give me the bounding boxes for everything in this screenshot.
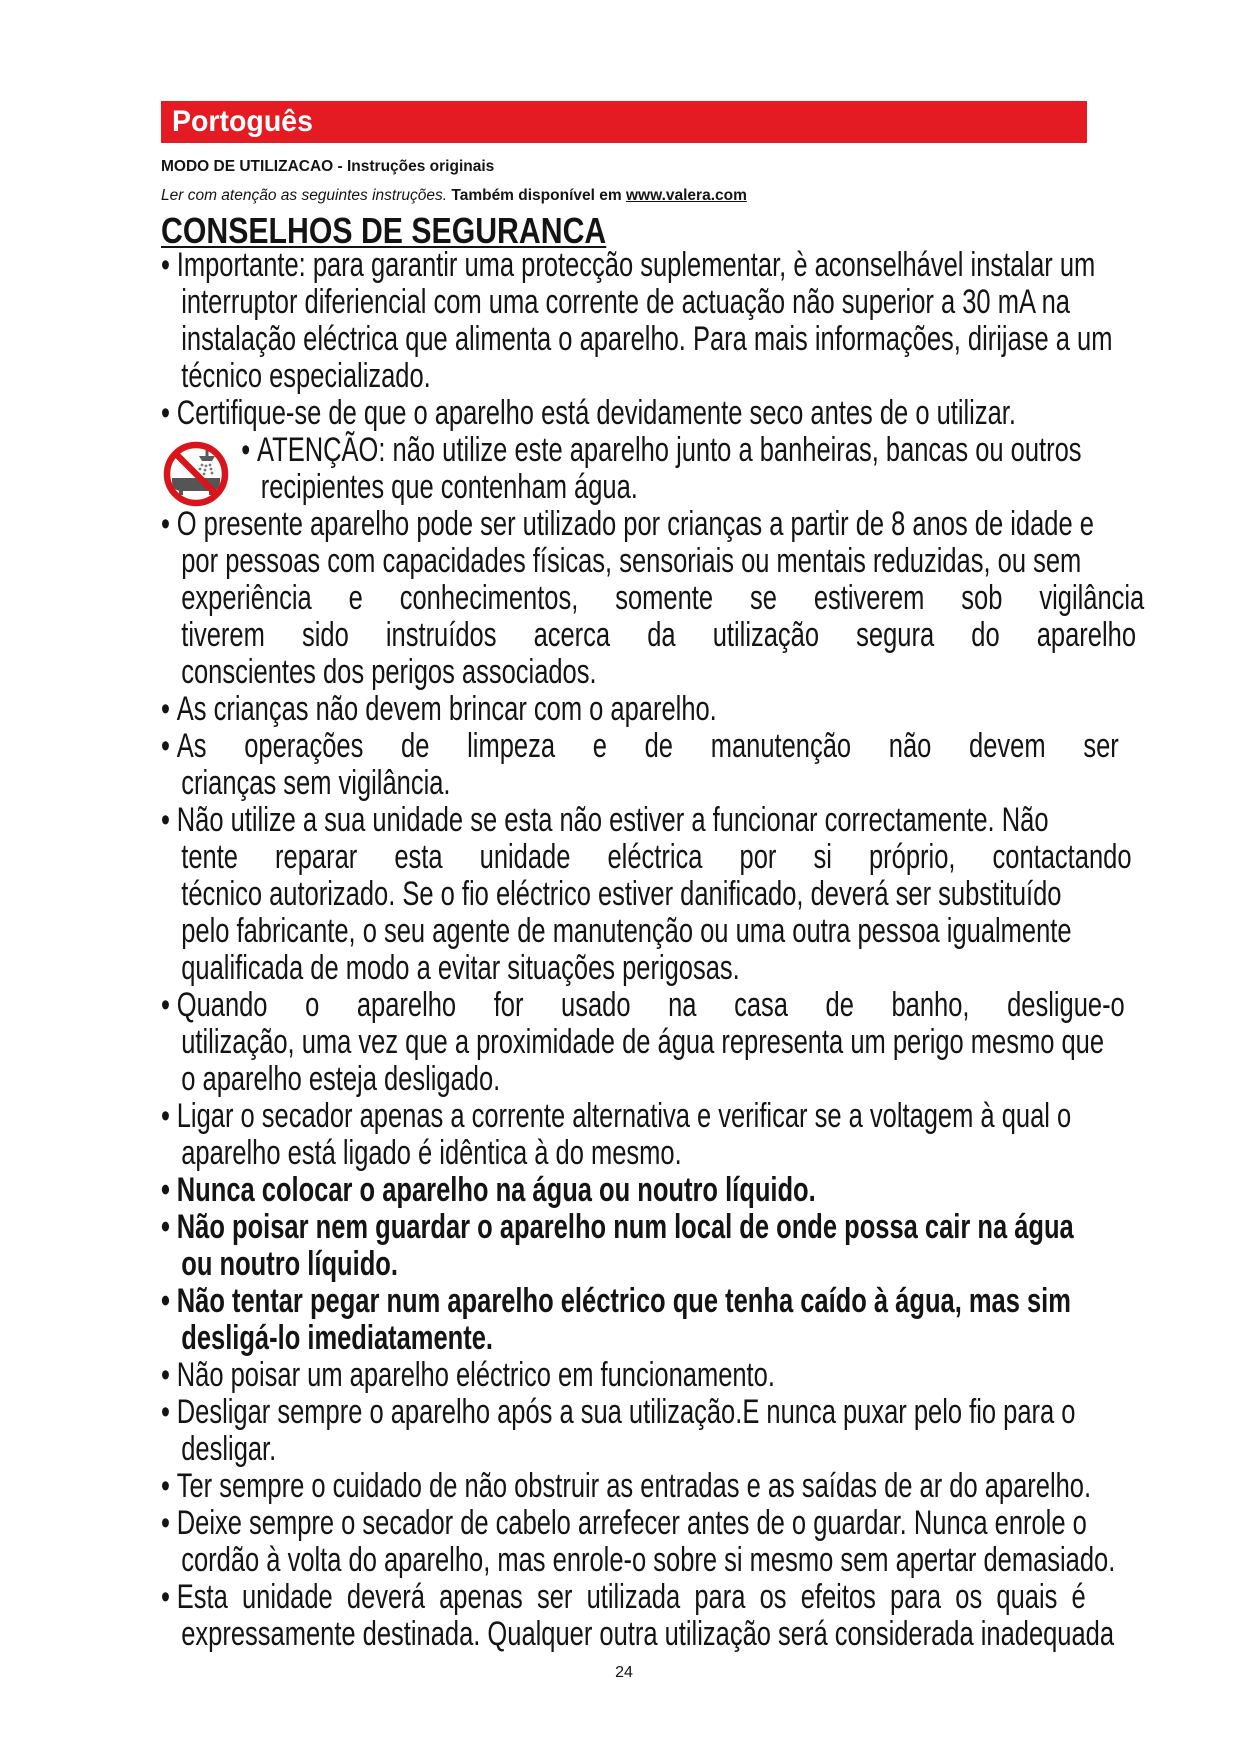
safety-item [161, 691, 1211, 728]
bullet: • [161, 1467, 170, 1505]
safety-item [161, 802, 1211, 987]
instruction-line: instalação eléctrica que alimenta o aparelho. Para mais informações, dirijase a um [181, 320, 1113, 358]
instruction-line [161, 432, 1211, 469]
instruction-line [161, 1357, 1211, 1394]
bullet: • [161, 727, 170, 765]
instruction-text: Quando o aparelho for usado na casa de banho, desligue-o [176, 986, 1125, 1024]
bullet: • [161, 394, 170, 432]
section-heading: CONSELHOS DE SEGURANCA [161, 210, 607, 251]
bullet: • [161, 1282, 170, 1320]
instruction-text: Certifique-se de que o aparelho está devidamente seco antes de o utilizar. [176, 394, 1016, 432]
safety-item-warning [161, 432, 1211, 506]
safety-item-emphasis [161, 1283, 1211, 1357]
instruction-line [161, 1283, 1211, 1320]
instruction-line: aparelho está ligado é idêntica à do mesmo. [181, 1134, 682, 1172]
bullet: • [161, 801, 170, 839]
instruction-line: crianças sem vigilância. [181, 764, 451, 802]
instruction-text: O presente aparelho pode ser utilizado por crianças a partir de 8 anos de idade e [176, 505, 1094, 543]
instruction-line: desligá-lo imediatamente. [181, 1319, 494, 1357]
bullet: • [161, 246, 170, 284]
instruction-text: Importante: para garantir uma protecção suplementar, è aconselhável instalar um [176, 246, 1096, 284]
instruction-line [161, 728, 1211, 765]
reading-note [161, 187, 747, 205]
bullet: • [161, 1504, 170, 1542]
safety-item [161, 395, 1211, 432]
instruction-line [161, 1172, 1211, 1209]
manual-subtitle: MODO DE UTILIZACAO - Instruções originais [161, 158, 495, 175]
safety-item-emphasis [161, 1209, 1211, 1283]
instruction-line: tente reparar esta unidade eléctrica por si próprio, contactando [181, 838, 1132, 876]
bullet: • [161, 505, 170, 543]
availability-text: Também disponível em [451, 187, 622, 204]
safety-item [161, 728, 1211, 802]
instruction-line: técnico especializado. [181, 357, 431, 395]
safety-item [161, 1579, 1211, 1653]
safety-item-emphasis [161, 1172, 1211, 1209]
instruction-text: As crianças não devem brincar com o aparelho. [176, 690, 717, 728]
instruction-line [161, 395, 1211, 432]
instruction-text: Nunca colocar o aparelho na água ou noutro líquido. [176, 1171, 816, 1209]
instruction-line: ou noutro líquido. [181, 1245, 398, 1283]
instruction-text: Desligar sempre o aparelho após a sua utilização.E nunca puxar pelo fio para o [176, 1393, 1076, 1431]
bullet: • [161, 1208, 170, 1246]
instruction-text: Não utilize a sua unidade se esta não estiver a funcionar correctamente. Não [176, 801, 1049, 839]
instruction-line: qualificada de modo a evitar situações perigosas. [181, 949, 740, 987]
instruction-line: recipientes que contenham água. [260, 468, 638, 506]
instruction-line [161, 691, 1211, 728]
instruction-line [161, 247, 1211, 284]
safety-item [161, 1505, 1211, 1579]
instruction-line [161, 1098, 1211, 1135]
instruction-text: Deixe sempre o secador de cabelo arrefecer antes de o guardar. Nunca enrole o [176, 1504, 1087, 1542]
instruction-line: por pessoas com capacidades físicas, sensoriais ou mentais reduzidas, ou sem [181, 542, 1082, 580]
instruction-text: Não poisar um aparelho eléctrico em funcionamento. [176, 1356, 775, 1394]
safety-instructions-list [161, 247, 1211, 1653]
instruction-text: As operações de limpeza e de manutenção não devem ser [176, 727, 1119, 765]
instruction-line [161, 1468, 1211, 1505]
safety-item [161, 987, 1211, 1098]
safety-item [161, 1357, 1211, 1394]
instruction-line [161, 1505, 1211, 1542]
instruction-line: tiverem sido instruídos acerca da utilização segura do aparelho [181, 616, 1136, 654]
instruction-line [161, 506, 1211, 543]
instruction-line: conscientes dos perigos associados. [181, 653, 597, 691]
instruction-text: ATENÇÃO: não utilize este aparelho junto a banheiras, bancas ou outros [257, 431, 1082, 469]
instruction-line: desligar. [181, 1430, 277, 1468]
instruction-line: pelo fabricante, o seu agente de manutenção ou uma outra pessoa igualmente [181, 912, 1072, 950]
language-banner [161, 101, 1087, 143]
instruction-line: cordão à volta do aparelho, mas enrole-o sobre si mesmo sem apertar demasiado. [181, 1541, 1116, 1579]
instruction-text: Não poisar nem guardar o aparelho num local de onde possa cair na água [176, 1208, 1074, 1246]
instruction-line [161, 802, 1211, 839]
instruction-text: Não tentar pegar num aparelho eléctrico que tenha caído à água, mas sim [176, 1282, 1071, 1320]
page-number: 24 [615, 1664, 633, 1681]
instruction-line: utilização, uma vez que a proximidade de água representa um perigo mesmo que [181, 1023, 1105, 1061]
bullet: • [161, 1578, 170, 1616]
bullet: • [161, 690, 170, 728]
instruction-line [161, 1209, 1211, 1246]
instruction-line: experiência e conhecimentos, somente se estiverem sob vigilância [181, 579, 1145, 617]
bullet: • [161, 986, 170, 1024]
instruction-text: Ter sempre o cuidado de não obstruir as entradas e as saídas de ar do aparelho. [176, 1467, 1092, 1505]
instruction-line [161, 1394, 1211, 1431]
safety-item [161, 1098, 1211, 1172]
bullet: • [161, 1171, 170, 1209]
safety-item [161, 247, 1211, 395]
bullet: • [161, 1393, 170, 1431]
instruction-line: técnico autorizado. Se o fio eléctrico estiver danificado, deverá ser substituído [181, 875, 1062, 913]
safety-item [161, 506, 1211, 691]
instruction-line [161, 1579, 1211, 1616]
bullet: • [161, 1356, 170, 1394]
instruction-line [161, 987, 1211, 1024]
instruction-text: Esta unidade deverá apenas ser utilizada para os efeitos para os quais é [176, 1578, 1086, 1616]
safety-item [161, 1468, 1211, 1505]
instruction-line: expressamente destinada. Qualquer outra utilização será considerada inadequada [181, 1615, 1115, 1653]
instruction-line: interruptor diferiencial com uma corrente de actuação não superior a 30 mA na [181, 283, 1070, 321]
safety-item [161, 1394, 1211, 1468]
bullet: • [241, 431, 251, 469]
language-label: Portoguês [172, 105, 313, 138]
website-link[interactable]: www.valera.com [625, 187, 747, 204]
reading-instruction: Ler com atenção as seguintes instruções. [161, 187, 448, 204]
bullet: • [161, 1097, 170, 1135]
instruction-text: Ligar o secador apenas a corrente alternativa e verificar se a voltagem à qual o [176, 1097, 1072, 1135]
instruction-line: o aparelho esteja desligado. [181, 1060, 501, 1098]
